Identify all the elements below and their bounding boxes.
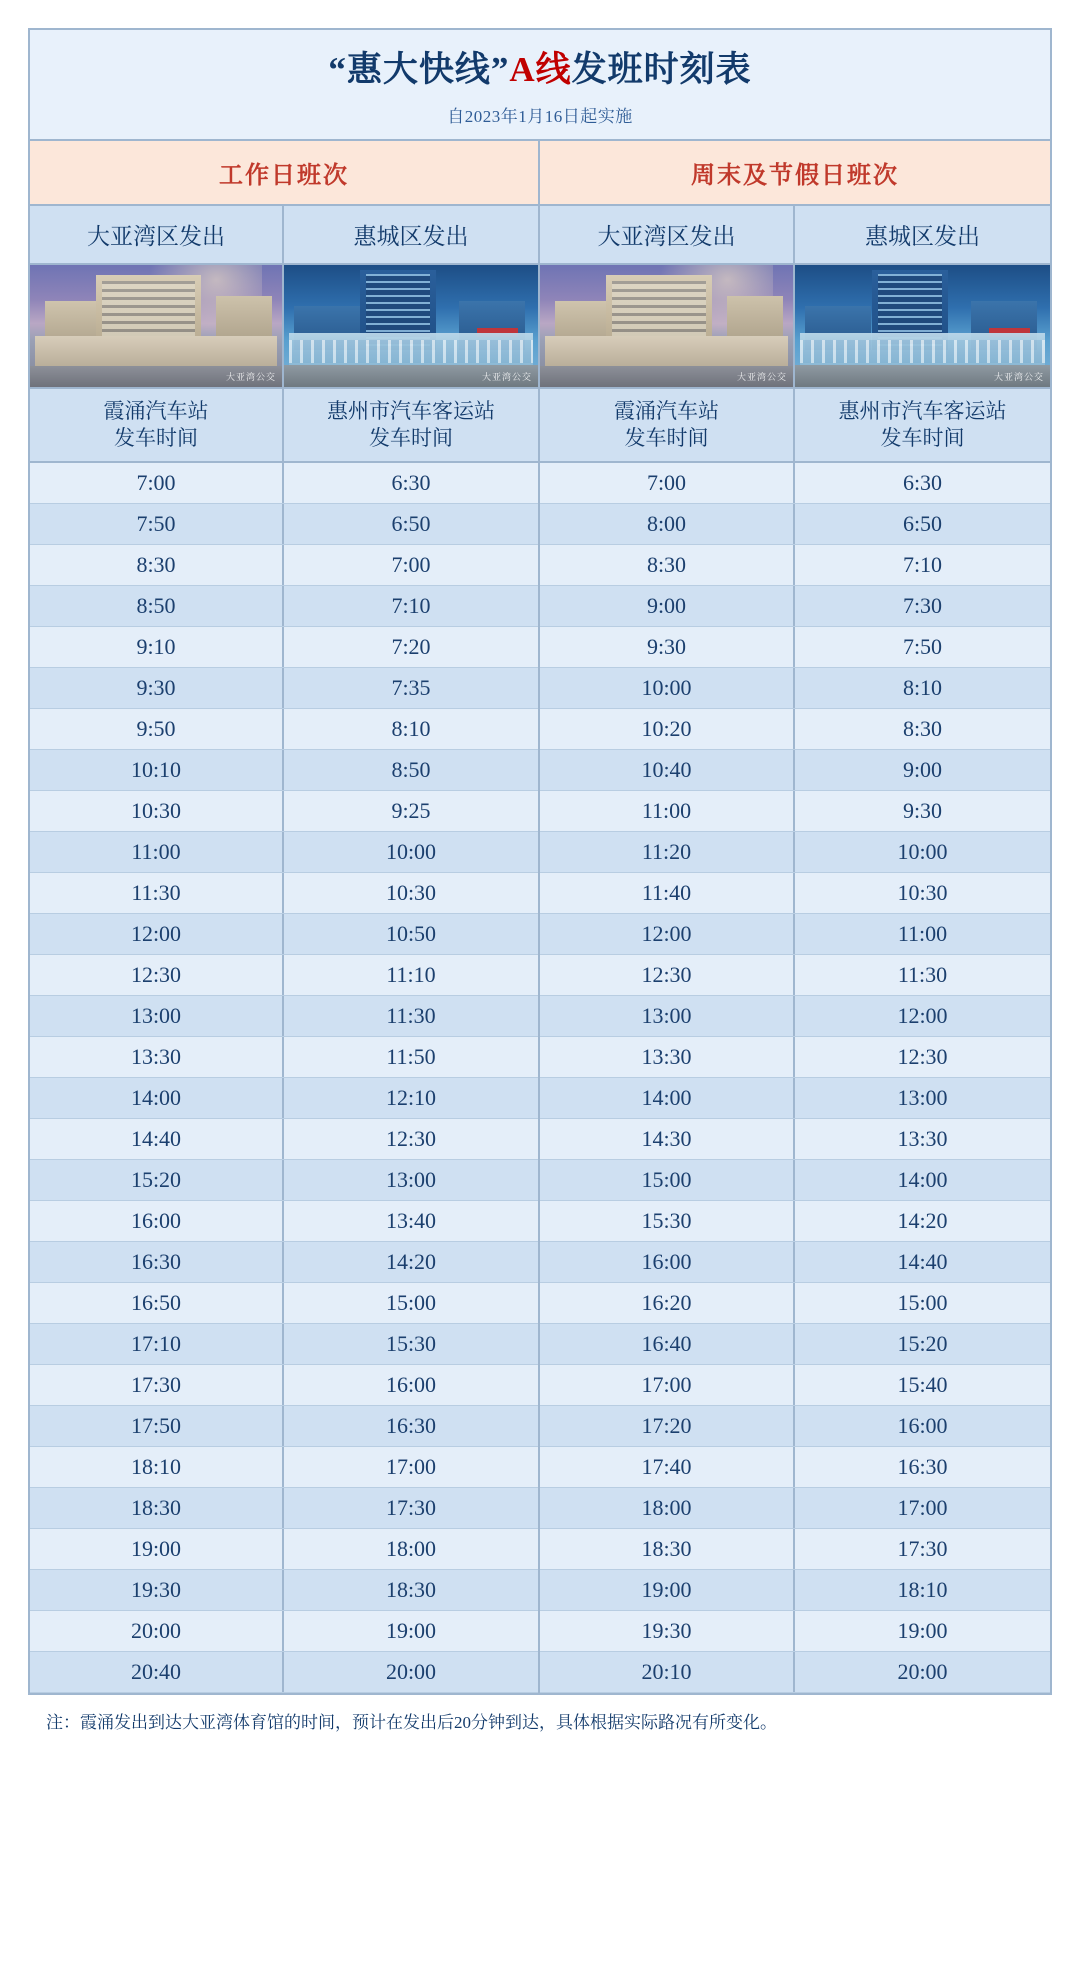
table-row: [540, 1324, 1050, 1365]
photo-watermark: 大亚湾公交: [481, 371, 532, 382]
departure-time-right: 11:00: [795, 914, 1050, 954]
departure-time-left: 16:20: [540, 1283, 795, 1323]
departure-time-right: 8:30: [795, 709, 1050, 749]
departure-time-right: 10:00: [284, 832, 538, 872]
departure-time-right: 16:00: [795, 1406, 1050, 1446]
subheader-huizhou-line1: 惠州市汽车客运站: [838, 398, 1007, 423]
departure-time-right: 8:50: [284, 750, 538, 790]
departure-time-right: 12:30: [284, 1119, 538, 1159]
departure-time-left: 20:00: [30, 1611, 284, 1651]
subheader-xiachong-line2: 发车时间: [114, 426, 198, 451]
table-row: [30, 545, 538, 586]
departure-time-left: 11:20: [540, 832, 795, 872]
table-row: [540, 709, 1050, 750]
departure-time-left: 9:10: [30, 627, 284, 667]
departure-time-right: 6:30: [795, 463, 1050, 503]
departure-time-left: 16:00: [30, 1201, 284, 1241]
departure-time-right: 15:40: [795, 1365, 1050, 1405]
huizhou-bus-terminal-photo: [284, 265, 538, 387]
departure-time-right: 11:30: [795, 955, 1050, 995]
departure-time-left: 14:40: [30, 1119, 284, 1159]
departure-time-right: 13:40: [284, 1201, 538, 1241]
departure-time-left: 10:10: [30, 750, 284, 790]
panel-weekday-times: [30, 463, 538, 1693]
page-title: [30, 48, 1050, 92]
departure-time-right: 10:30: [284, 873, 538, 913]
departure-time-left: 10:40: [540, 750, 795, 790]
departure-time-left: 12:30: [540, 955, 795, 995]
table-row: [30, 1201, 538, 1242]
table-row: [540, 1119, 1050, 1160]
table-row: [540, 1488, 1050, 1529]
panel-weekday-column-headers: [30, 206, 538, 265]
departure-time-left: 9:00: [540, 586, 795, 626]
table-row: [540, 463, 1050, 504]
table-row: [30, 955, 538, 996]
departure-time-right: 15:00: [284, 1283, 538, 1323]
departure-time-right: 6:50: [795, 504, 1050, 544]
departure-time-right: 12:10: [284, 1078, 538, 1118]
photo-watermark: 大亚湾公交: [993, 371, 1044, 382]
departure-time-left: 16:30: [30, 1242, 284, 1282]
departure-time-right: 13:00: [284, 1160, 538, 1200]
table-row: [540, 832, 1050, 873]
table-row: [30, 1160, 538, 1201]
departure-time-left: 20:10: [540, 1652, 795, 1692]
timetable-sheet: [28, 28, 1052, 1695]
departure-time-left: 18:30: [30, 1488, 284, 1528]
departure-time-left: 9:50: [30, 709, 284, 749]
departure-time-right: 17:00: [284, 1447, 538, 1487]
effective-date-subtitle: 自2023年1月16日起实施: [447, 106, 633, 126]
table-row: [540, 873, 1050, 914]
departure-time-left: 15:00: [540, 1160, 795, 1200]
departure-time-right: 19:00: [284, 1611, 538, 1651]
photo-watermark: 大亚湾公交: [736, 371, 787, 382]
footer-note: 注：霞涌发出到达大亚湾体育馆的时间，预计在发出后20分钟到达，具体根据实际路况有所变化。: [28, 1695, 1052, 1749]
departure-time-left: 19:00: [540, 1570, 795, 1610]
departure-time-right: 9:30: [795, 791, 1050, 831]
table-row: [30, 1078, 538, 1119]
departure-time-right: 11:10: [284, 955, 538, 995]
photo-watermark: 大亚湾公交: [225, 371, 276, 382]
subheader-xiachong-line1: 霞涌汽车站: [614, 398, 719, 423]
photo-podium: [545, 336, 788, 368]
xiachong-bus-station-photo: [30, 265, 284, 387]
departure-time-left: 10:20: [540, 709, 795, 749]
departure-time-left: 10:00: [540, 668, 795, 708]
table-row: [30, 750, 538, 791]
table-row: [30, 1570, 538, 1611]
table-row: [540, 1037, 1050, 1078]
departure-time-right: 12:00: [795, 996, 1050, 1036]
departure-time-right: 20:00: [284, 1652, 538, 1692]
departure-time-right: 16:30: [284, 1406, 538, 1446]
departure-time-left: 9:30: [540, 627, 795, 667]
table-row: [30, 668, 538, 709]
title-line-accent: A线: [509, 50, 572, 89]
departure-time-left: 17:20: [540, 1406, 795, 1446]
departure-time-left: 8:00: [540, 504, 795, 544]
departure-time-left: 14:00: [30, 1078, 284, 1118]
departure-time-right: 11:30: [284, 996, 538, 1036]
panel-weekday: [30, 141, 540, 1694]
departure-time-right: 9:00: [795, 750, 1050, 790]
table-row: [30, 709, 538, 750]
subheader-huizhou-line2: 发车时间: [369, 426, 453, 451]
departure-time-right: 7:35: [284, 668, 538, 708]
departure-time-left: 10:30: [30, 791, 284, 831]
departure-time-left: 14:30: [540, 1119, 795, 1159]
table-row: [30, 1365, 538, 1406]
departure-time-right: 9:25: [284, 791, 538, 831]
photo-hall: [800, 333, 1045, 366]
table-row: [30, 627, 538, 668]
xiachong-bus-station-photo: [540, 265, 795, 387]
table-row: [540, 1242, 1050, 1283]
panel-weekday-subheaders: [30, 389, 538, 464]
departure-time-right: 8:10: [284, 709, 538, 749]
departure-time-left: 17:50: [30, 1406, 284, 1446]
panel-weekend-header: 周末及节假日班次: [540, 141, 1050, 206]
departure-time-right: 8:10: [795, 668, 1050, 708]
title-block: [30, 30, 1050, 141]
table-row: [540, 750, 1050, 791]
departure-time-right: 14:00: [795, 1160, 1050, 1200]
table-row: [540, 668, 1050, 709]
departure-time-right: 20:00: [795, 1652, 1050, 1692]
table-row: [30, 586, 538, 627]
departure-time-left: 20:40: [30, 1652, 284, 1692]
table-row: [30, 1652, 538, 1693]
table-row: [540, 1365, 1050, 1406]
table-row: [540, 1078, 1050, 1119]
departure-time-left: 11:00: [540, 791, 795, 831]
table-row: [540, 1529, 1050, 1570]
photo-hall: [289, 333, 533, 366]
table-row: [540, 1611, 1050, 1652]
departure-time-right: 7:50: [795, 627, 1050, 667]
subheader-xiachong: [540, 389, 795, 462]
departure-time-right: 12:30: [795, 1037, 1050, 1077]
table-row: [30, 1529, 538, 1570]
departure-time-left: 7:00: [540, 463, 795, 503]
departure-time-left: 16:50: [30, 1283, 284, 1323]
table-row: [30, 1119, 538, 1160]
departure-time-left: 12:00: [540, 914, 795, 954]
departure-time-right: 15:20: [795, 1324, 1050, 1364]
departure-time-right: 17:30: [284, 1488, 538, 1528]
departure-time-right: 7:10: [284, 586, 538, 626]
departure-time-left: 17:00: [540, 1365, 795, 1405]
departure-time-left: 8:30: [540, 545, 795, 585]
departure-time-left: 13:30: [540, 1037, 795, 1077]
table-row: [540, 1652, 1050, 1693]
departure-time-left: 8:30: [30, 545, 284, 585]
subheader-huizhou: [795, 389, 1050, 462]
table-row: [540, 1570, 1050, 1611]
departure-time-right: 14:20: [795, 1201, 1050, 1241]
departure-time-left: 7:50: [30, 504, 284, 544]
table-row: [30, 1406, 538, 1447]
departure-time-left: 16:40: [540, 1324, 795, 1364]
departure-time-left: 18:00: [540, 1488, 795, 1528]
departure-time-left: 18:30: [540, 1529, 795, 1569]
table-row: [540, 545, 1050, 586]
departure-time-right: 17:30: [795, 1529, 1050, 1569]
table-row: [540, 1447, 1050, 1488]
column-header-huicheng: 惠城区发出: [284, 206, 538, 263]
subheader-xiachong-line2: 发车时间: [624, 426, 709, 451]
departure-time-right: 15:30: [284, 1324, 538, 1364]
table-row: [30, 832, 538, 873]
departure-time-left: 12:00: [30, 914, 284, 954]
table-row: [540, 1201, 1050, 1242]
departure-time-left: 19:00: [30, 1529, 284, 1569]
departure-time-left: 17:40: [540, 1447, 795, 1487]
subheader-xiachong: [30, 389, 284, 462]
title-quote-part: “惠大快线”: [328, 50, 510, 89]
table-row: [540, 1160, 1050, 1201]
table-row: [540, 914, 1050, 955]
subheader-huizhou-line1: 惠州市汽车客运站: [327, 398, 495, 423]
title-tail-part: 发班时刻表: [571, 50, 752, 89]
departure-time-right: 10:50: [284, 914, 538, 954]
departure-time-left: 18:10: [30, 1447, 284, 1487]
departure-time-left: 15:30: [540, 1201, 795, 1241]
column-header-dayawan: 大亚湾区发出: [540, 206, 795, 263]
departure-time-left: 17:10: [30, 1324, 284, 1364]
table-row: [30, 1488, 538, 1529]
departure-time-right: 19:00: [795, 1611, 1050, 1651]
departure-time-right: 18:10: [795, 1570, 1050, 1610]
departure-time-left: 11:40: [540, 873, 795, 913]
huizhou-bus-terminal-photo: [795, 265, 1050, 387]
table-row: [30, 1324, 538, 1365]
departure-time-right: 13:30: [795, 1119, 1050, 1159]
panel-weekend-times: [540, 463, 1050, 1693]
table-row: [540, 586, 1050, 627]
departure-time-right: 6:30: [284, 463, 538, 503]
panel-weekend-subheaders: [540, 389, 1050, 464]
table-row: [540, 504, 1050, 545]
panel-weekend: [540, 141, 1050, 1694]
departure-time-left: 7:00: [30, 463, 284, 503]
departure-time-left: 14:00: [540, 1078, 795, 1118]
table-row: [540, 1406, 1050, 1447]
subheader-huizhou: [284, 389, 538, 462]
table-row: [30, 873, 538, 914]
departure-time-right: 7:20: [284, 627, 538, 667]
departure-time-left: 19:30: [30, 1570, 284, 1610]
table-row: [30, 996, 538, 1037]
panel-weekday-header: 工作日班次: [30, 141, 538, 206]
departure-time-right: 17:00: [795, 1488, 1050, 1528]
departure-time-right: 13:00: [795, 1078, 1050, 1118]
departure-time-right: 10:30: [795, 873, 1050, 913]
departure-time-left: 12:30: [30, 955, 284, 995]
column-header-huicheng: 惠城区发出: [795, 206, 1050, 263]
departure-time-left: 13:30: [30, 1037, 284, 1077]
departure-time-right: 18:30: [284, 1570, 538, 1610]
column-header-dayawan: 大亚湾区发出: [30, 206, 284, 263]
table-row: [540, 996, 1050, 1037]
table-row: [30, 791, 538, 832]
departure-time-right: 15:00: [795, 1283, 1050, 1323]
subheader-xiachong-line1: 霞涌汽车站: [103, 398, 209, 423]
departure-time-right: 7:00: [284, 545, 538, 585]
table-row: [540, 955, 1050, 996]
departure-time-left: 13:00: [540, 996, 795, 1036]
panel-weekend-photos: [540, 265, 1050, 389]
departure-time-right: 14:20: [284, 1242, 538, 1282]
departure-time-left: 17:30: [30, 1365, 284, 1405]
departure-time-right: 7:30: [795, 586, 1050, 626]
departure-time-right: 18:00: [284, 1529, 538, 1569]
departure-time-right: 11:50: [284, 1037, 538, 1077]
departure-time-left: 19:30: [540, 1611, 795, 1651]
departure-time-right: 16:30: [795, 1447, 1050, 1487]
table-row: [30, 463, 538, 504]
departure-time-left: 15:20: [30, 1160, 284, 1200]
table-row: [30, 1283, 538, 1324]
departure-time-right: 6:50: [284, 504, 538, 544]
departure-time-left: 11:00: [30, 832, 284, 872]
table-row: [540, 627, 1050, 668]
table-row: [30, 1242, 538, 1283]
departure-time-right: 10:00: [795, 832, 1050, 872]
panel-weekday-photos: [30, 265, 538, 389]
table-row: [30, 1611, 538, 1652]
departure-time-right: 7:10: [795, 545, 1050, 585]
photo-podium: [35, 336, 277, 368]
departure-time-left: 13:00: [30, 996, 284, 1036]
panel-weekend-column-headers: [540, 206, 1050, 265]
departure-time-right: 14:40: [795, 1242, 1050, 1282]
table-row: [30, 914, 538, 955]
departure-time-right: 16:00: [284, 1365, 538, 1405]
table-row: [30, 1037, 538, 1078]
panels-container: [30, 141, 1050, 1694]
departure-time-left: 11:30: [30, 873, 284, 913]
subheader-huizhou-line2: 发车时间: [880, 426, 965, 451]
departure-time-left: 16:00: [540, 1242, 795, 1282]
table-row: [30, 1447, 538, 1488]
departure-time-left: 9:30: [30, 668, 284, 708]
departure-time-left: 8:50: [30, 586, 284, 626]
table-row: [540, 1283, 1050, 1324]
table-row: [540, 791, 1050, 832]
table-row: [30, 504, 538, 545]
